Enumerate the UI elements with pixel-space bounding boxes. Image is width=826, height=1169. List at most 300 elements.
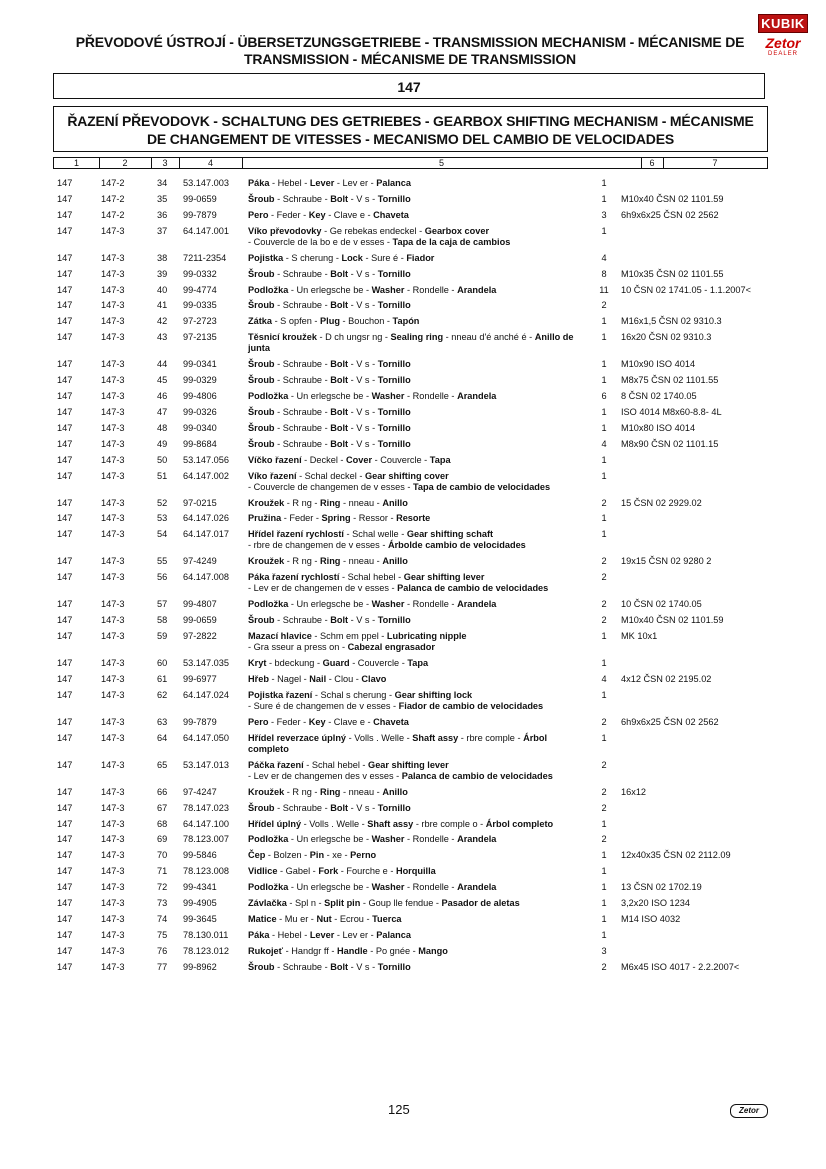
figure-cell: 147-3 [101,454,125,465]
description-rest2: - nneau - [340,497,383,508]
group-cell: 147 [57,898,73,908]
description-rest: - Nagel - [268,673,310,684]
part-number-cell: 99-8962 [183,961,217,972]
section-line-1: ŘAZENÍ PŘEVODOVK - SCHALTUNG DES GETRIEBES - GEARBOX SHIFTING MECHANISM - MÉCANISME [67,113,754,129]
description-cz: Víko řazení [248,470,297,481]
description-rest: - Feder - [268,209,309,220]
description-cell [248,914,586,925]
description-cz: Páka [248,178,270,188]
note-cell: M16x1,5 ČSN 02 9310.3 [621,316,722,327]
description-es: Clavo [361,673,387,684]
description-rest: - Schraube - [274,193,331,204]
description-en: Ring [320,786,341,797]
quantity-cell: 1 [601,658,607,668]
description-es: Chaveta [373,716,409,727]
description-en: Fork [318,866,339,877]
position-cell: 70 [157,850,168,861]
position-cell: 38 [157,252,168,263]
description-es: Arandela [457,599,497,610]
group-cell: 147 [57,658,73,668]
group-cell: 147 [57,300,73,311]
description-cz: Šroub [248,268,275,279]
position-cell: 37 [157,225,168,236]
description-cz: Zátka [248,316,273,327]
description-es: Tapa [407,658,429,668]
part-number-cell: 7211-2354 [183,252,227,263]
description-rest2: - V s - [348,615,378,626]
group-cell: 147 [57,732,73,743]
title-line-1: PŘEVODOVÉ ÚSTROJÍ - ÜBERSETZUNGSGETRIEBE - TRANSMISSION MECHANISM - MÉCANISME DE [75,34,745,50]
description-rest2: - rbre comple - [458,732,524,743]
description-es: Palanca [376,178,411,188]
description-es: Tornillo [377,406,411,417]
description-cz: Podložka [248,391,289,401]
description-cell [248,513,586,524]
description-cell [248,529,586,551]
figure-cell: 147-3 [101,658,125,668]
quantity-cell: 1 [601,818,607,829]
description-cz: Šroub [248,406,275,417]
figure-cell: 147-3 [101,834,125,845]
description-es: Tapa de la caja de cambios [392,236,511,247]
quantity-cell: 2 [601,615,607,626]
position-cell: 73 [157,898,168,908]
position-cell: 68 [157,818,168,829]
description-rest: - Bolzen - [265,850,310,861]
description-rest2: - Lev er - [334,178,377,188]
description-rest2: - Rondelle - [404,391,458,401]
part-number-cell: 78.130.011 [183,929,229,940]
description-cell [248,300,586,311]
description-rest: - bdeckung - [266,658,323,668]
description-es: Tornillo [377,359,411,370]
position-cell: 36 [157,209,168,220]
description-cz: Rukojeť [248,945,284,956]
description-en: Lubricating nipple [386,631,467,641]
kubik-zetor-logo [758,14,808,70]
description-rest2: - Bouchon - [339,316,393,327]
description-rest2: - Clave e - [325,209,374,220]
description-en: Bolt [330,359,349,370]
quantity-cell: 1 [601,316,607,327]
note-cell: 13 ČSN 02 1702.19 [621,882,702,893]
logo-dealer: DEALER [767,51,798,57]
note-cell: 16x20 ČSN 02 9310.3 [621,332,712,343]
description-rest2: - Clou - [326,673,362,684]
description-es: Perno [350,850,377,861]
part-number-cell: 99-8684 [183,438,217,449]
figure-cell: 147-3 [101,316,125,327]
quantity-cell: 1 [601,332,607,343]
note-cell: M10x80 ISO 4014 [621,422,696,433]
description-rest: - Volls . Welle - [346,732,413,743]
description-rest: - Un erlegsche be - [288,882,372,893]
description-en: Shaft assy [367,818,414,829]
position-cell: 44 [157,359,168,370]
note-cell: 16x12 [621,786,647,797]
description-cell [248,210,586,221]
description-es: Pasador de aletas [441,898,520,908]
note-cell: 3,2x20 ISO 1234 [621,898,690,908]
part-number-cell: 99-0341 [183,359,217,370]
description-rest2: - nneau - [340,556,383,567]
description-en: Ring [320,556,341,567]
description-rest: - Gabel - [277,866,319,877]
position-cell: 74 [157,913,168,924]
group-cell: 147 [57,332,73,343]
description-es: Fiador [406,252,435,263]
part-number-cell: 99-7879 [183,716,217,727]
description-cell [248,962,586,973]
footer-zetor-logo: Zetor [730,1104,768,1118]
quantity-cell: 1 [601,898,607,908]
description-cz: Kroužek [248,786,285,797]
group-cell: 147 [57,193,73,204]
position-cell: 40 [157,284,168,295]
description-rest: - Schraube - [274,268,331,279]
position-cell: 52 [157,497,168,508]
quantity-cell: 8 [601,268,607,279]
description-en: Bolt [330,406,349,417]
description-en: Shaft assy [412,732,459,743]
note-cell: ISO 4014 M8x60-8.8- 4L [621,406,722,417]
description-rest2: - V s - [348,193,378,204]
figure-cell: 147-3 [101,913,125,924]
description-rest: - Un erlegsche be - [288,284,372,295]
position-cell: 47 [157,406,168,417]
description-cell [248,498,586,509]
group-cell: 147 [57,359,73,370]
description-rest2: - Lev er de changemen de v esses - [248,583,398,594]
description-cell [248,439,586,450]
note-cell: M8x75 ČSN 02 1101.55 [621,375,719,386]
position-cell: 41 [157,300,168,311]
note-cell: M8x90 ČSN 02 1101.15 [621,438,719,449]
note-cell: 10 ČSN 02 1741.05 - 1.1.2007< [621,284,751,295]
description-cell [248,733,586,755]
description-en: Gear shifting cover [364,470,449,481]
quantity-cell: 4 [601,673,607,684]
description-cz: Šroub [248,438,275,449]
description-cell [248,631,586,653]
title-line-2: TRANSMISSION - MÉCANISME DE TRANSMISSION [244,51,576,67]
col-4-header: 4 [179,158,243,168]
figure-cell: 147-3 [101,300,125,311]
group-cell: 147 [57,406,73,417]
description-rest2: - Gra sseur a press on - [248,642,348,652]
description-rest2: - Clave e - [325,716,374,727]
part-number-cell: 99-0326 [183,406,217,417]
section-title [53,106,768,152]
description-en: Plug [320,316,340,327]
group-cell: 147 [57,209,73,220]
figure-cell: 147-3 [101,673,125,684]
position-cell: 48 [157,422,168,433]
description-cell [248,226,586,248]
description-rest2: - V s - [348,375,378,386]
position-cell: 51 [157,470,168,481]
note-cell: 15 ČSN 02 2929.02 [621,497,702,508]
description-cz: Hřídel řazení rychlostí [248,529,344,540]
description-rest2: - Fourche e - [338,866,396,877]
figure-cell: 147-3 [101,391,125,401]
col-2-header: 2 [99,158,152,168]
description-es: Tornillo [377,615,411,626]
description-rest2: - rbre de changemen de v esses - [248,540,388,551]
description-en: Split pin [324,898,361,908]
part-number-cell: 64.147.001 [183,225,229,236]
position-cell: 43 [157,332,168,343]
figure-cell: 147-3 [101,406,125,417]
part-number-cell: 97-0215 [183,497,217,508]
description-rest: - Schal hebel - [339,572,404,583]
figure-cell: 147-3 [101,898,125,908]
description-rest: - Spl n - [286,898,325,908]
figure-cell: 147-3 [101,332,125,343]
figure-cell: 147-3 [101,689,125,700]
group-cell: 147 [57,882,73,893]
quantity-cell: 2 [601,556,607,567]
part-number-cell: 99-0659 [183,615,217,626]
description-cz: Hřídel reverzace úplný [248,732,347,743]
part-number-cell: 78.123.012 [183,945,229,956]
group-cell: 147 [57,834,73,845]
group-cell: 147 [57,252,73,263]
description-cell [248,850,586,861]
description-rest2: - V s - [348,438,378,449]
description-cz: Mazací hlavice [248,631,312,641]
position-cell: 35 [157,193,168,204]
description-cell [248,375,586,386]
part-number-cell: 97-2822 [183,631,217,641]
description-cell [248,690,586,712]
description-cz: Podložka [248,834,289,845]
quantity-cell: 1 [601,850,607,861]
description-cz: Těsnicí kroužek [248,332,317,343]
description-en: Nut [316,913,332,924]
description-cz: Šroub [248,375,275,386]
quantity-cell: 1 [601,882,607,893]
description-cz: Víčko řazení [248,454,302,465]
description-rest2: - xe - [324,850,351,861]
description-rest: - D ch ungsr ng - [316,332,391,343]
description-es: Chaveta [373,209,409,220]
logo-kubik: KUBIK [758,14,808,33]
quantity-cell: 1 [601,422,607,433]
figure-cell: 147-3 [101,929,125,940]
description-rest: - R ng - [284,786,320,797]
description-es: Resorte [396,513,431,524]
description-rest: - Schraube - [274,375,331,386]
group-cell: 147 [57,268,73,279]
part-number-cell: 97-4247 [183,786,217,797]
description-en: Handle [337,945,368,956]
description-es: Tapa de cambio de velocidades [412,481,551,492]
group-cell: 147 [57,929,73,940]
part-number-cell: 78.123.008 [183,866,229,877]
part-number-cell: 64.147.050 [183,732,229,743]
figure-cell: 147-3 [101,438,125,449]
description-rest2: - Couvercle de changemen de v esses - [248,481,413,492]
figure-cell: 147-3 [101,268,125,279]
group-cell: 147 [57,454,73,465]
position-cell: 60 [157,658,168,668]
figure-cell: 147-3 [101,529,125,540]
position-cell: 76 [157,945,168,956]
description-en: Ring [320,497,341,508]
description-en: Sealing ring [390,332,444,343]
position-cell: 45 [157,375,168,386]
description-rest: - R ng - [284,556,320,567]
description-en: Lever [309,178,335,188]
part-number-cell: 64.147.100 [183,818,229,829]
description-en: Bolt [330,615,349,626]
figure-cell: 147-3 [101,802,125,813]
group-cell: 147 [57,802,73,813]
description-rest2: - Couvercle de la bo e de v esses - [248,236,393,247]
description-es: Tornillo [377,802,411,813]
description-cell [248,658,586,669]
description-rest2: - Couvercle - [349,658,408,668]
description-rest2: - Ecrou - [331,913,373,924]
figure-cell: 147-3 [101,759,125,770]
position-cell: 75 [157,929,168,940]
description-es: Anillo [382,786,408,797]
description-rest: - S cherung - [283,252,342,263]
quantity-cell: 1 [601,929,607,940]
description-rest: - Hebel - [269,929,310,940]
figure-cell: 147-3 [101,252,125,263]
figure-cell: 147-3 [101,631,125,641]
description-en: Washer [371,391,405,401]
description-en: Lever [309,929,335,940]
description-cell [248,269,586,280]
description-en: Spring [321,513,351,524]
quantity-cell: 6 [601,391,607,401]
part-number-cell: 99-5846 [183,850,217,861]
description-cell [248,178,586,189]
quantity-cell: 2 [601,759,607,770]
note-cell: 6h9x6x25 ČSN 02 2562 [621,716,719,727]
part-number-cell: 99-4806 [183,391,217,401]
description-cell [248,285,586,296]
part-number-cell: 64.147.017 [183,529,229,540]
quantity-cell: 1 [601,866,607,877]
section-line-2: DE CHANGEMENT DE VITESSES - MECANISMO DEL CAMBIO DE VELOCIDADES [147,131,674,147]
position-cell: 66 [157,786,168,797]
figure-cell: 147-2 [101,193,125,204]
group-cell: 147 [57,422,73,433]
description-cell [248,556,586,567]
quantity-cell: 2 [601,599,607,610]
part-number-cell: 99-0335 [183,300,217,311]
description-rest: - Schal s cherung - [312,689,395,700]
description-en: Cover [346,454,373,465]
col-1-header: 1 [54,158,100,168]
figure-cell: 147-3 [101,225,125,236]
group-cell: 147 [57,961,73,972]
note-cell: 19x15 ČSN 02 9280 2 [621,556,712,567]
quantity-cell: 2 [601,572,607,583]
description-es: Arandela [457,391,497,401]
description-en: Washer [371,882,405,893]
group-cell: 147 [57,786,73,797]
description-cz: Páka řazení rychlostí [248,572,340,583]
quantity-cell: 2 [601,961,607,972]
description-cz: Víko převodovky [248,225,322,236]
description-cz: Pojistka řazení [248,689,313,700]
position-cell: 65 [157,759,168,770]
quantity-cell: 11 [599,284,609,295]
col-5-header: 5 [242,158,642,168]
description-rest: - Schraube - [274,615,331,626]
group-cell: 147 [57,673,73,684]
group-cell: 147 [57,716,73,727]
description-es: Arandela [457,284,497,295]
description-rest: - Schal welle - [344,529,407,540]
group-cell: 147 [57,913,73,924]
description-rest: - Handgr ff - [283,945,338,956]
figure-cell: 147-3 [101,422,125,433]
position-cell: 67 [157,802,168,813]
description-cell [248,615,586,626]
quantity-cell: 4 [601,438,607,449]
group-cell: 147 [57,599,73,610]
description-rest: - Schraube - [274,406,331,417]
note-cell: 6h9x6x25 ČSN 02 2562 [621,209,719,220]
description-cz: Matice [248,913,277,924]
group-cell: 147 [57,556,73,567]
group-cell: 147 [57,866,73,877]
description-rest: - Schraube - [274,300,331,311]
description-cell [248,803,586,814]
description-es: Tornillo [377,193,411,204]
description-cz: Kroužek [248,556,285,567]
description-en: Bolt [330,193,349,204]
description-es: Cabezal engrasador [347,642,435,652]
position-cell: 69 [157,834,168,845]
description-en: Bolt [330,802,349,813]
note-cell: 12x40x35 ČSN 02 2112.09 [621,850,731,861]
description-es: Arandela [457,834,497,845]
position-cell: 54 [157,529,168,540]
description-en: Gear shifting schaft [406,529,494,540]
description-cz: Vidlice [248,866,278,877]
figure-cell: 147-3 [101,572,125,583]
description-cell [248,717,586,728]
description-cz: Kryt [248,658,267,668]
description-rest2: - Lev er de changemen des v esses - [248,770,402,781]
figure-cell: 147-3 [101,786,125,797]
description-cell [248,866,586,877]
quantity-cell: 1 [601,470,607,481]
description-cz: Hřeb [248,673,269,684]
description-en: Key [308,716,326,727]
description-es: Tornillo [377,961,411,972]
part-number-cell: 99-0332 [183,268,217,279]
quantity-cell: 1 [601,454,607,465]
description-cell [248,332,586,354]
description-es: Tornillo [377,438,411,449]
figure-cell: 147-3 [101,716,125,727]
description-cz: Pojistka [248,252,284,263]
part-number-cell: 99-0659 [183,193,217,204]
page-number: 125 [388,1102,410,1117]
part-number-cell: 97-4249 [183,556,217,567]
part-number-cell: 64.147.026 [183,513,229,524]
description-es: Fiador de cambio de velocidades [398,700,544,711]
description-rest2: - Sure é de changemen de v esses - [248,700,399,711]
